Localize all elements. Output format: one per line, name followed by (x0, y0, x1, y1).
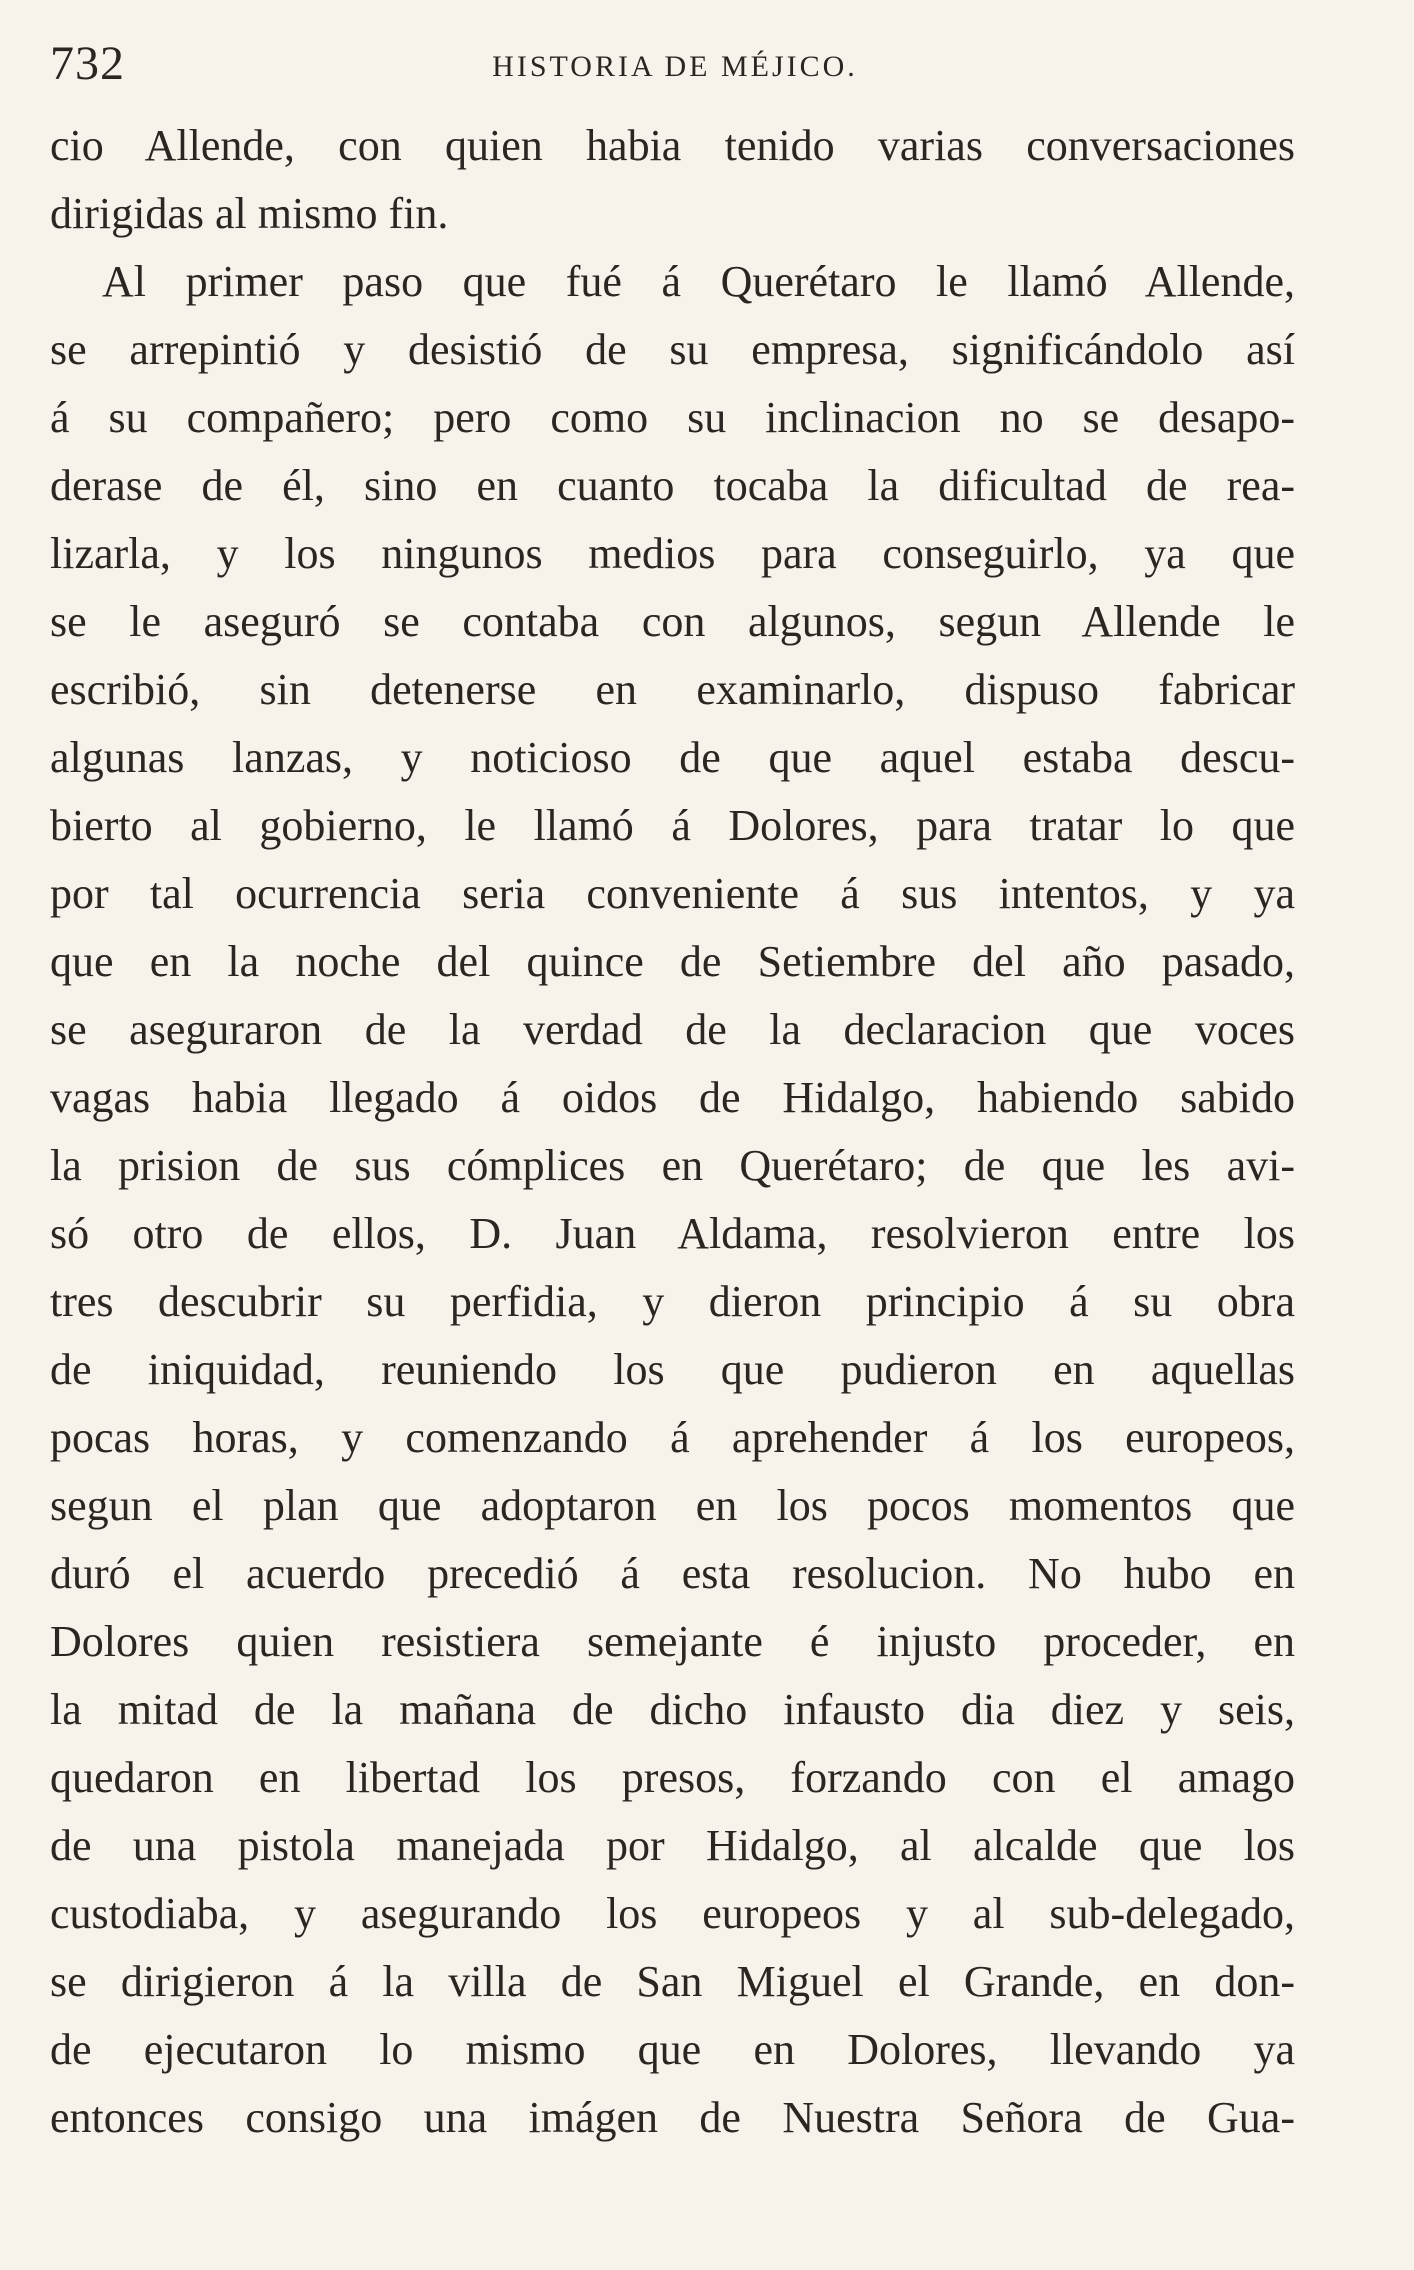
text-line: tres descubrir su perfidia, y dieron principio á su obra (50, 1277, 1295, 1326)
text-line: por tal ocurrencia seria conveniente á sus intentos, y ya (50, 869, 1295, 918)
text-line: custodiaba, y asegurando los europeos y al sub-delegado, (50, 1889, 1295, 1938)
text-line: que en la noche del quince de Setiembre del año pasado, (50, 937, 1295, 986)
text-line: cio Allende, con quien habia tenido varias conversaciones (50, 121, 1295, 170)
text-line: lizarla, y los ningunos medios para conseguirlo, ya que (50, 529, 1295, 578)
text-line: entonces consigo una imágen de Nuestra Señora de Gua- (50, 2093, 1295, 2142)
text-line: de ejecutaron lo mismo que en Dolores, llevando ya (50, 2025, 1295, 2074)
text-line: á su compañero; pero como su inclinacion no se desapo- (50, 393, 1295, 442)
text-line: se aseguraron de la verdad de la declaracion que voces (50, 1005, 1295, 1054)
text-line: se dirigieron á la villa de San Miguel el Grande, en don- (50, 1957, 1295, 2006)
text-line: algunas lanzas, y noticioso de que aquel estaba descu- (50, 733, 1295, 782)
text-line: se arrepintió y desistió de su empresa, significándolo así (50, 325, 1295, 374)
text-line: segun el plan que adoptaron en los pocos momentos que (50, 1481, 1295, 1530)
text-line: Al primer paso que fué á Querétaro le llamó Allende, (102, 257, 1295, 306)
text-line: se le aseguró se contaba con algunos, segun Allende le (50, 597, 1295, 646)
text-line: duró el acuerdo precedió á esta resolucion. No hubo en (50, 1549, 1295, 1598)
text-line: escribió, sin detenerse en examinarlo, dispuso fabricar (50, 665, 1295, 714)
body-text (50, 112, 1295, 2152)
text-line: bierto al gobierno, le llamó á Dolores, para tratar lo que (50, 801, 1295, 850)
text-line: de una pistola manejada por Hidalgo, al alcalde que los (50, 1821, 1295, 1870)
text-line: la prision de sus cómplices en Querétaro; de que les avi- (50, 1141, 1295, 1190)
page-header (50, 36, 1300, 96)
text-line: só otro de ellos, D. Juan Aldama, resolvieron entre los (50, 1209, 1295, 1258)
text-line: derase de él, sino en cuanto tocaba la dificultad de rea- (50, 461, 1295, 510)
text-line: de iniquidad, reuniendo los que pudieron en aquellas (50, 1345, 1295, 1394)
page-number: 732 (50, 37, 125, 90)
text-line: la mitad de la mañana de dicho infausto dia diez y seis, (50, 1685, 1295, 1734)
running-title: HISTORIA DE MÉJICO. (492, 50, 858, 83)
text-line: quedaron en libertad los presos, forzando con el amago (50, 1753, 1295, 1802)
text-line: dirigidas al mismo fin. (50, 189, 449, 238)
text-line: Dolores quien resistiera semejante é injusto proceder, en (50, 1617, 1295, 1666)
text-line: pocas horas, y comenzando á aprehender á los europeos, (50, 1413, 1295, 1462)
text-line: vagas habia llegado á oidos de Hidalgo, habiendo sabido (50, 1073, 1295, 1122)
